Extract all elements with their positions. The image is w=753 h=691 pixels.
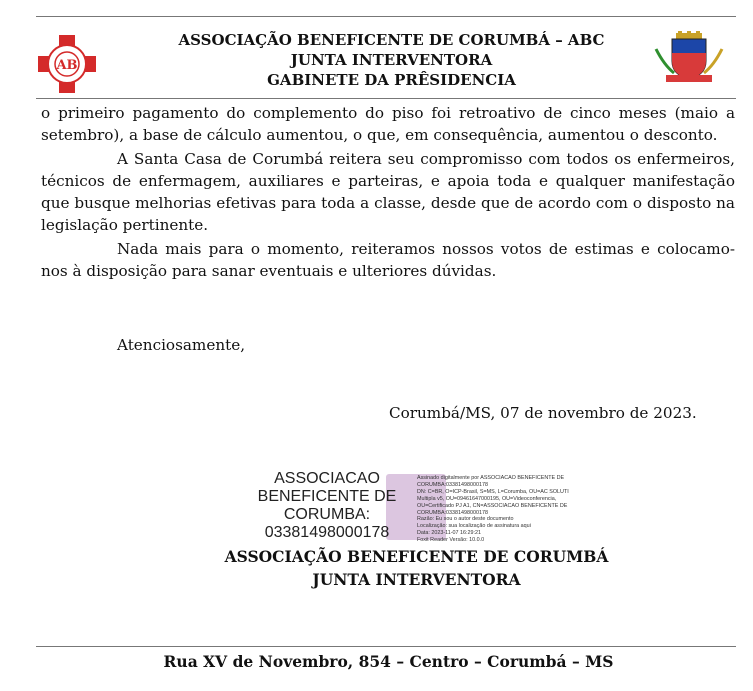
- digital-signature-block: [252, 470, 592, 542]
- signature-org-unit: JUNTA INTERVENTORA: [312, 570, 521, 589]
- footer-address: Rua XV de Novembro, 854 – Centro – Corumbá – MS: [163, 652, 614, 671]
- footer-rule: [36, 646, 736, 647]
- paragraph-continuation: o primeiro pagamento do complemento do piso foi retroativo de cinco meses (maio a setembro), a base de cálculo aumentou, o que, em consequência, aumentou o desconto.: [41, 104, 735, 144]
- signature-organization: [0, 545, 753, 591]
- letter-body: [41, 102, 735, 282]
- header-bottom-rule: [36, 98, 736, 99]
- signature-org-name: ASSOCIAÇÃO BENEFICENTE DE CORUMBÁ: [224, 547, 609, 566]
- header-top-rule: [36, 16, 736, 17]
- signature-details: Assinado digitalmente por ASSOCIACAO BENEFICENTE DE CORUMBA:03381498000178 DN: C=BR, O=ICP-Brasil, S=MS, L=Corumba, OU=AC SOLUTI Multipla v5, OU=09461647000195, OU=Videoconferencia, OU=Certificado PJ A1, CN=ASSOCIACAO BENEFICENTE DE CORUMBA:03381498000178 Razão: Eu sou o autor deste documento Localização: sua localização de assinatura aqui Data: 2023-11-07 16:29:21 Foxit Reader Versão: 10.0.0: [417, 475, 569, 544]
- signer-name: ASSOCIACAO BENEFICENTE DE CORUMBA: 03381498000178: [257, 470, 397, 541]
- header-office: GABINETE DA PRÊSIDENCIA: [267, 71, 516, 89]
- svg-text:AB: AB: [56, 58, 78, 73]
- closing-salutation: Atenciosamente,: [117, 336, 246, 354]
- paragraph-closing-remarks: Nada mais para o momento, reiteramos nossos votos de estimas e colocamo-nos à disposição para sanar eventuais e ulteriores dúvidas.: [41, 240, 735, 280]
- document-header: [0, 30, 753, 90]
- header-title: ASSOCIAÇÃO BENEFICENTE DE CORUMBÁ – ABC: [178, 31, 605, 49]
- paragraph-commitment: A Santa Casa de Corumbá reitera seu compromisso com todos os enfermeiros, técnicos de enfermagem, auxiliares e parteiras, e apoia toda e qualquer manifestação que busque melhorias efetivas para toda a classe, desde que de acordo com o disposto na legislação pertinente.: [41, 150, 735, 234]
- header-subtitle: JUNTA INTERVENTORA: [290, 51, 493, 69]
- date-line: Corumbá/MS, 07 de novembro de 2023.: [389, 404, 697, 422]
